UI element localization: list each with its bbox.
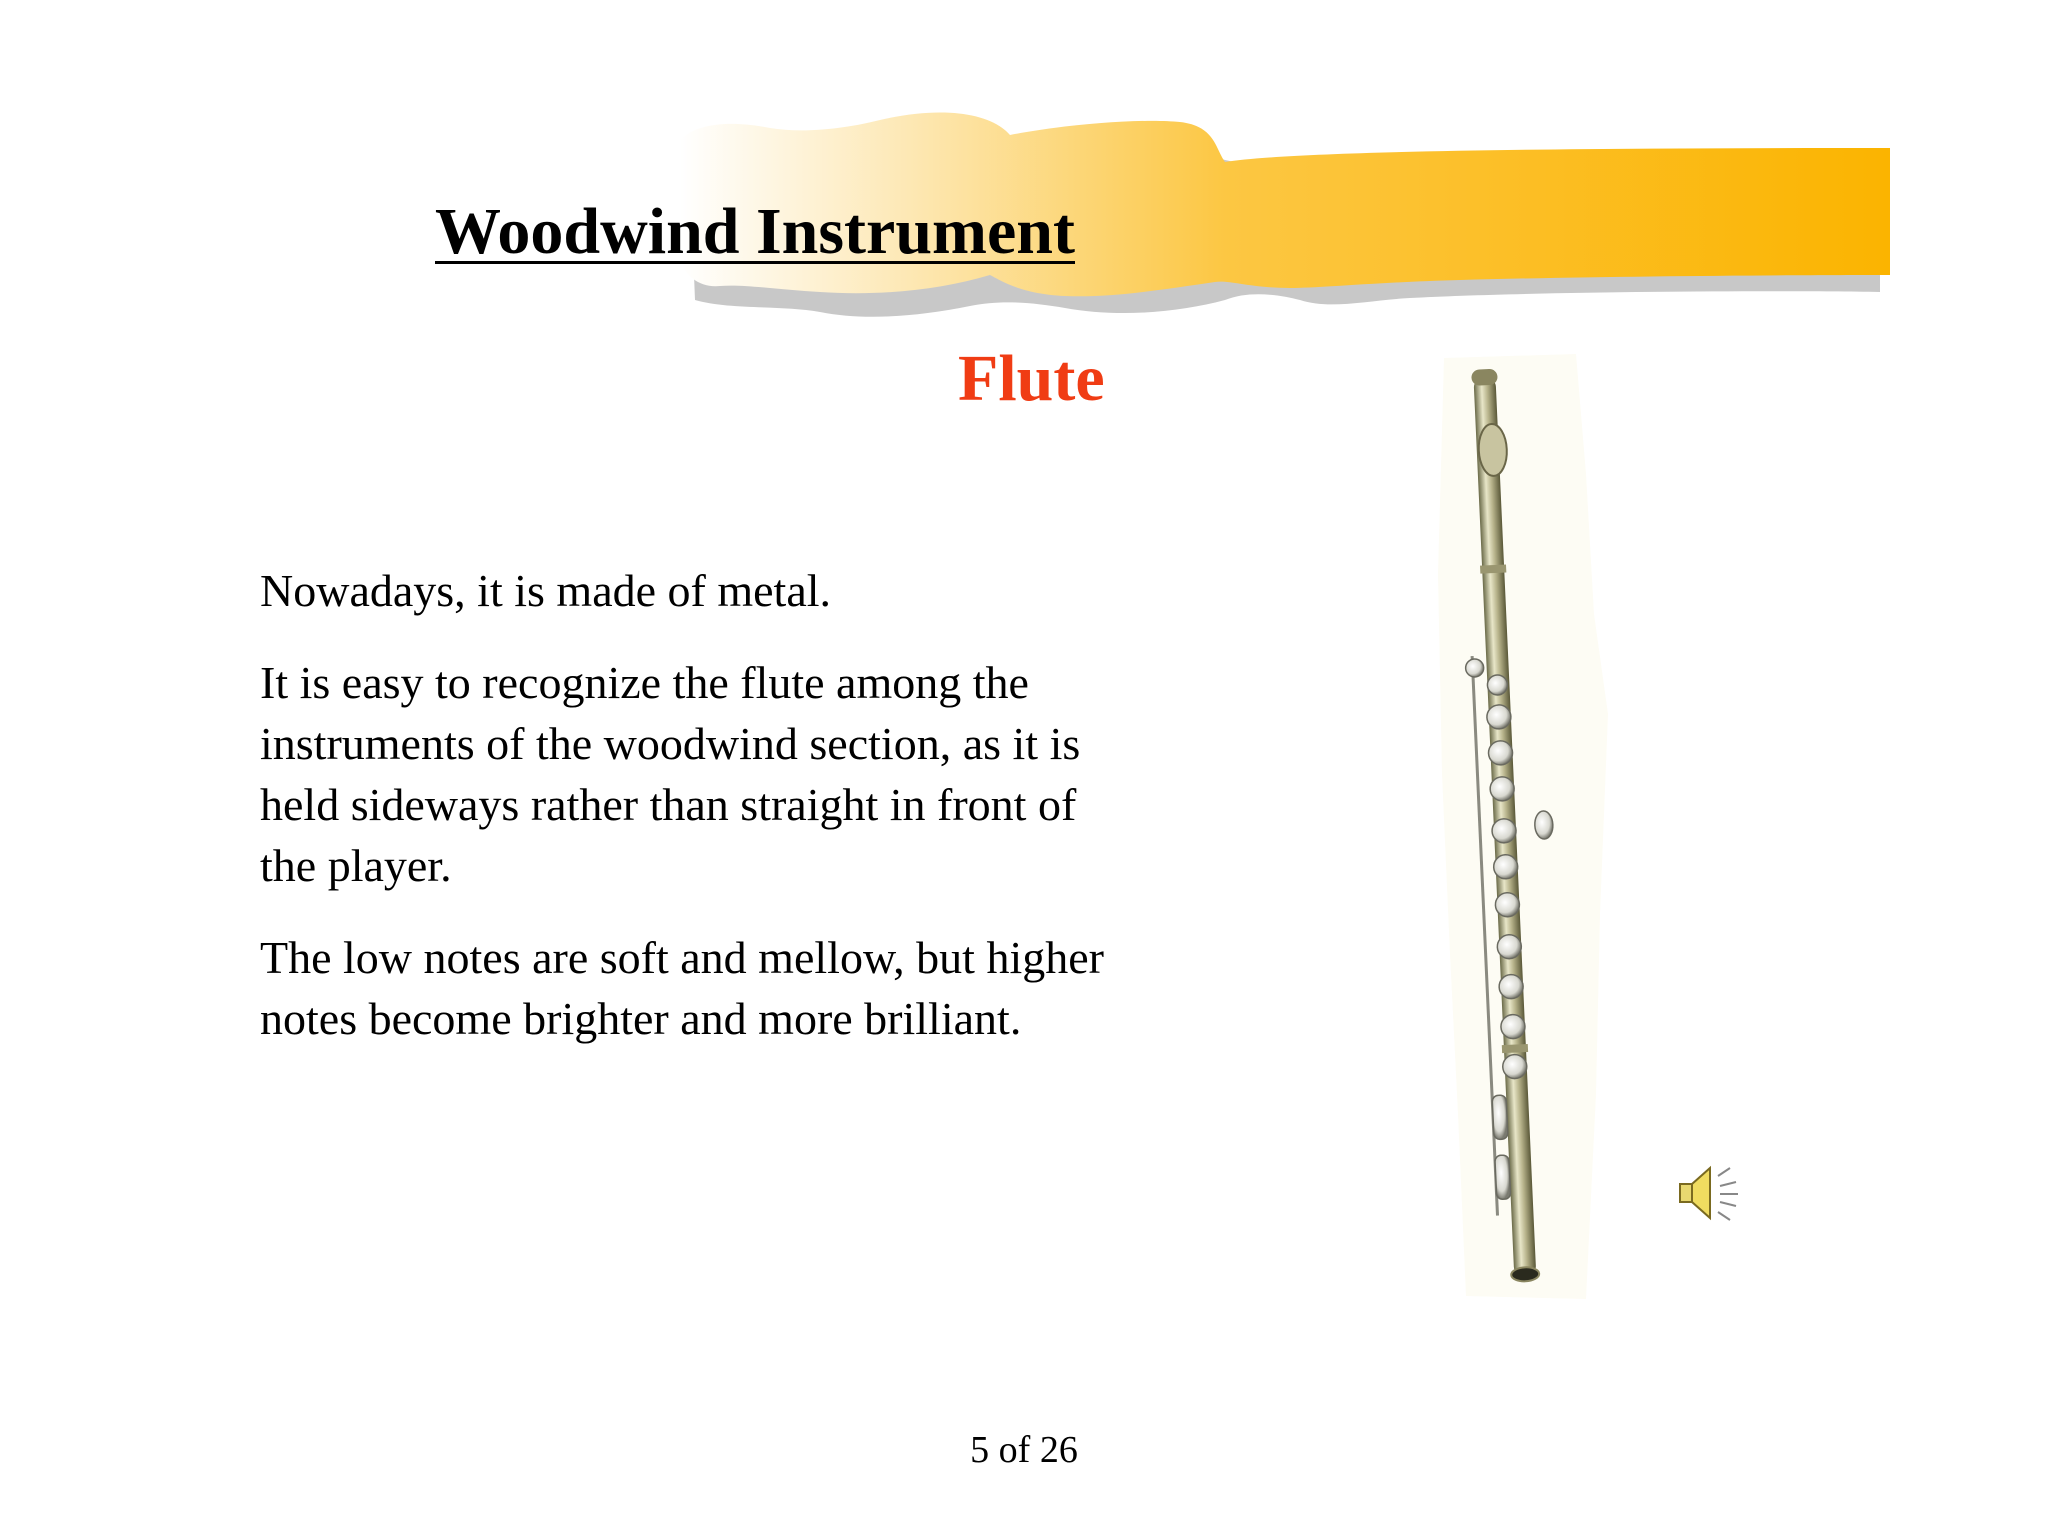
flute-key: [1493, 854, 1518, 879]
paragraph: It is easy to recognize the flute among the instruments of the woodwind section, as it is held sideways rather than straight in front of the player.: [260, 657, 1081, 891]
flute-key: [1500, 1014, 1525, 1039]
foot-joint-ring: [1502, 1044, 1528, 1053]
header-banner: [0, 0, 2048, 340]
slide-subtitle: Flute: [958, 342, 1105, 415]
paragraph: Nowadays, it is made of metal.: [260, 565, 832, 616]
slide-title: Woodwind Instrument: [435, 195, 1075, 268]
speaker-icon[interactable]: [1672, 1160, 1744, 1228]
flute-key: [1495, 892, 1520, 917]
flute-lever: [1534, 811, 1553, 840]
page-number: 5 of 26: [970, 1429, 1078, 1471]
body-text: [260, 560, 1120, 1080]
flute-key: [1499, 974, 1524, 999]
paragraph: The low notes are soft and mellow, but higher notes become brighter and more brilliant.: [260, 932, 1104, 1044]
flute-key: [1497, 934, 1522, 959]
flute-image: [1436, 354, 1608, 1304]
head-joint-ring: [1480, 564, 1506, 573]
flute-key: [1488, 740, 1513, 765]
flute-key: [1486, 704, 1511, 729]
flute-key: [1487, 675, 1508, 696]
flute-key: [1492, 818, 1517, 843]
flute-end: [1511, 1267, 1540, 1282]
foot-key: [1492, 1095, 1508, 1140]
foot-key: [1495, 1155, 1511, 1200]
flute-key: [1502, 1054, 1527, 1079]
flute-crown: [1471, 369, 1498, 386]
flute-key: [1465, 659, 1484, 678]
flute-key: [1490, 776, 1515, 801]
